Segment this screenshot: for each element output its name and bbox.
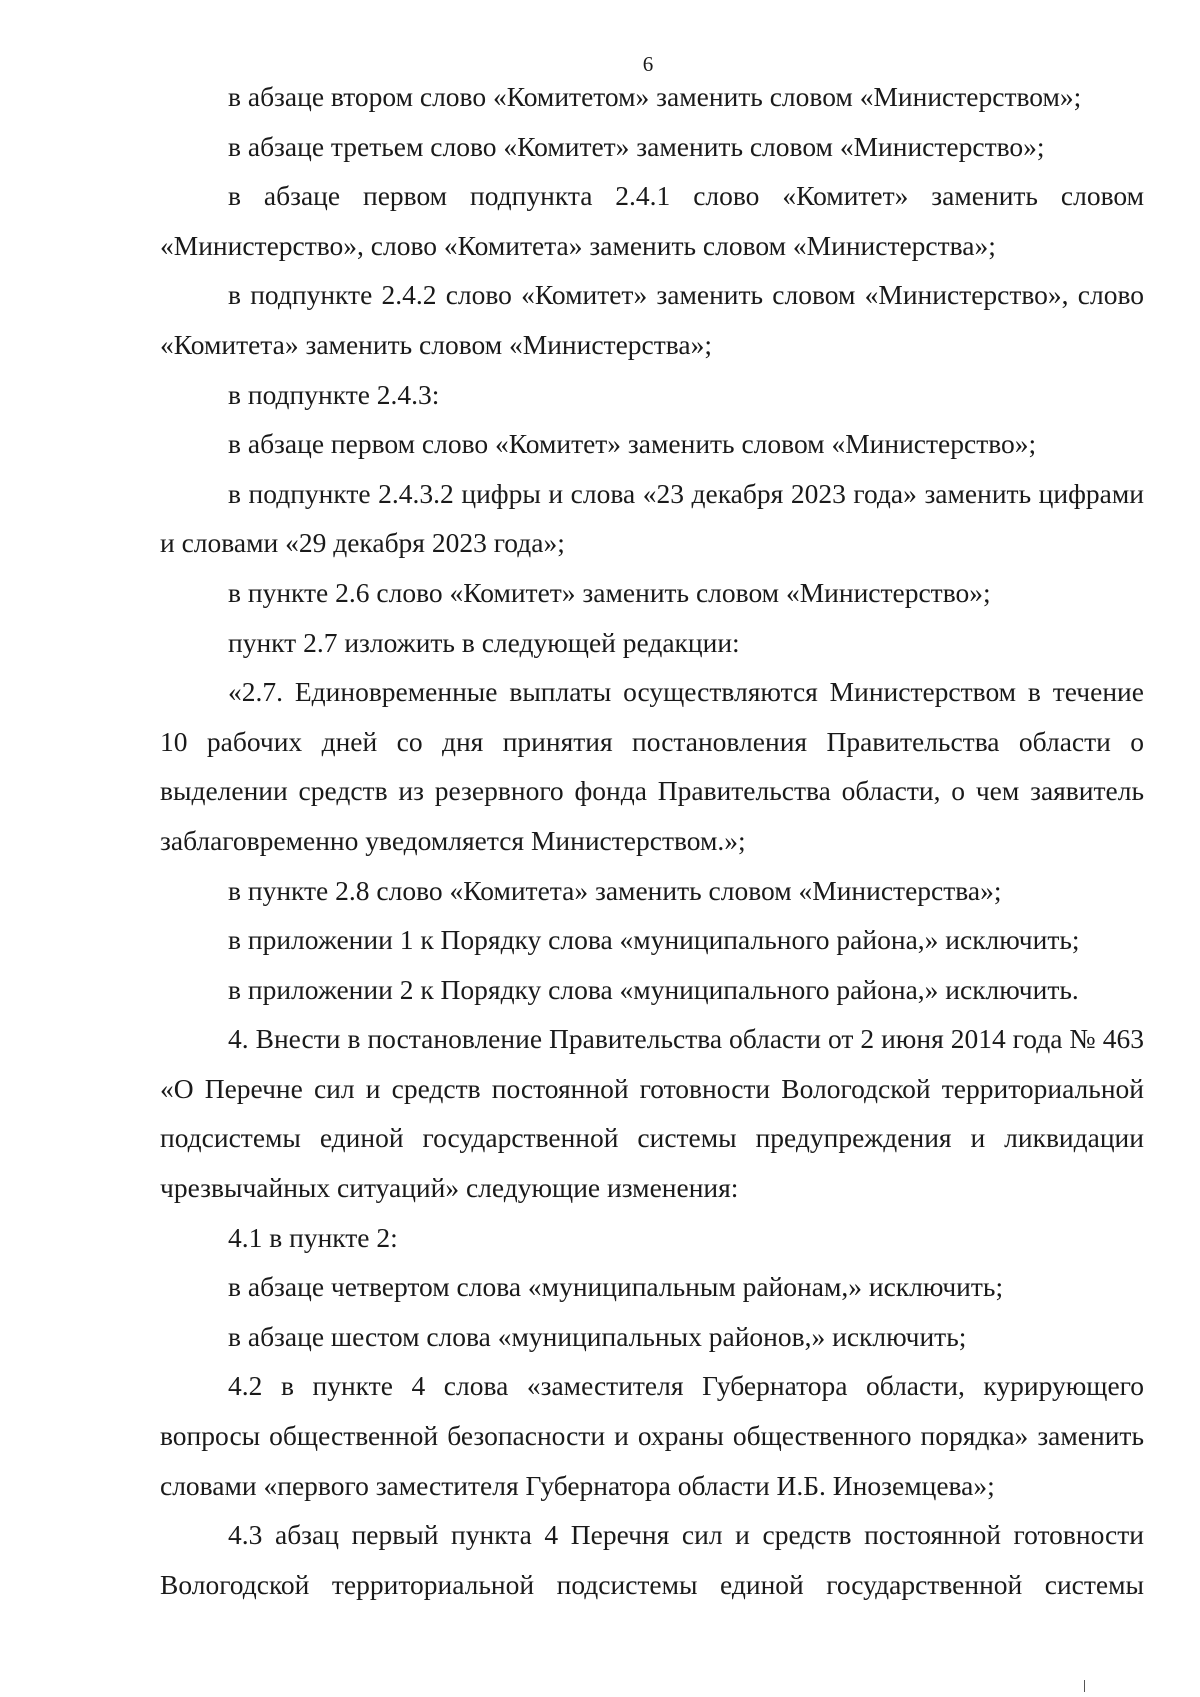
paragraph: 4. Внести в постановление Правительства области от 2 июня 2014 года № 463 «О Перечне сил и средств постоянной готовности Вологодской территориальной подсистемы единой государственной системы предупреждения и ликвидации чрезвычайных ситуаций» следующие изменения: [160, 1023, 1144, 1204]
paragraph: пункт 2.7 изложить в следующей редакции: [228, 626, 740, 658]
paragraph: в приложении 1 к Порядку слова «муниципального района,» исключить; [228, 924, 1080, 956]
paragraph: в приложении 2 к Порядку слова «муниципального района,» исключить. [228, 973, 1079, 1005]
paragraph: в абзаце четвертом слова «муниципальным районам,» исключить; [228, 1271, 1004, 1303]
document-body [160, 72, 1144, 1609]
paragraph: 4.3 абзац первый пункта 4 Перечня сил и средств постоянной готовности Вологодской территориальной подсистемы единой государственной системы [160, 1519, 1144, 1600]
paragraph: в абзаце первом подпункта 2.4.1 слово «Комитет» заменить словом «Министерство», слово «Комитета» заменить словом «Министерства»; [160, 180, 1144, 261]
paragraph: в подпункте 2.4.2 слово «Комитет» заменить словом «Министерство», слово «Комитета» заменить словом «Министерства»; [160, 279, 1144, 360]
paragraph: 4.2 в пункте 4 слова «заместителя Губернатора области, курирующего вопросы общественной безопасности и охраны общественного порядка» заменить словами «первого заместителя Губернатора области И.Б. Иноземцева»; [160, 1370, 1144, 1501]
paragraph: в пункте 2.6 слово «Комитет» заменить словом «Министерство»; [228, 576, 991, 608]
paragraph: в абзаце третьем слово «Комитет» заменить словом «Министерство»; [228, 130, 1045, 162]
paragraph: в подпункте 2.4.3: [228, 378, 440, 410]
paragraph: в абзаце первом слово «Комитет» заменить словом «Министерство»; [228, 428, 1037, 460]
page-number: 6 [642, 52, 654, 76]
scan-mark [1084, 1680, 1085, 1692]
paragraph: в абзаце втором слово «Комитетом» заменить словом «Министерством»; [228, 81, 1082, 112]
paragraph: в пункте 2.8 слово «Комитета» заменить словом «Министерства»; [228, 874, 1002, 906]
paragraph: в абзаце шестом слова «муниципальных районов,» исключить; [228, 1320, 967, 1352]
paragraph: «2.7. Единовременные выплаты осуществляются Министерством в течение 10 рабочих дней со дня принятия постановления Правительства области о выделении средств из резервного фонда Правительства области, о чем заявитель заблаговременно уведомляется Министерством.»; [160, 676, 1144, 856]
paragraph: 4.1 в пункте 2: [228, 1221, 398, 1253]
paragraph: в подпункте 2.4.3.2 цифры и слова «23 декабря 2023 года» заменить цифрами и словами «29 декабря 2023 года»; [160, 477, 1144, 559]
